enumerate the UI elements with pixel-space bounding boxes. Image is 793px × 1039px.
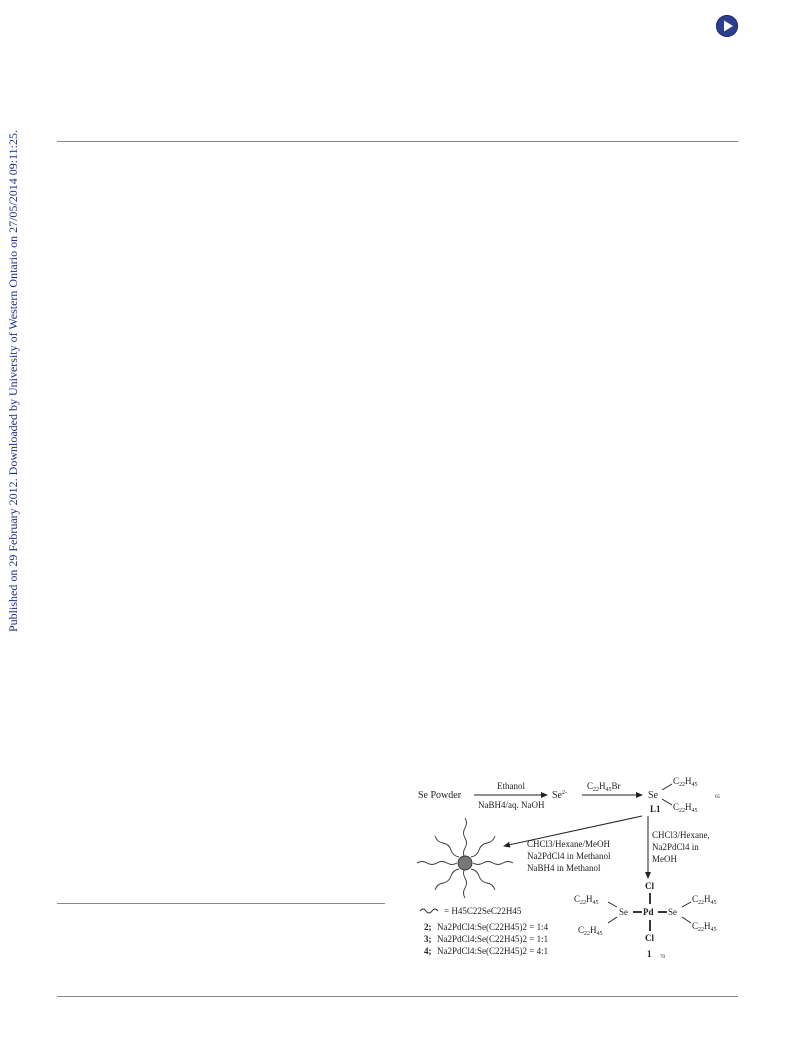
step1-reagent-bottom: NaBH4/aq. NaOH (478, 800, 545, 810)
left-reagent-1: CHCl3/Hexane/MeOH (527, 839, 610, 849)
ligand-alkyl-top: $C_{22}H_{45}$ (673, 776, 698, 788)
left-reagent-3: NaBH4 in Methanol (527, 863, 601, 873)
down-reagent-2: Na2PdCl4 in (652, 842, 699, 852)
legend-key: = H45C22SeC22H45 (444, 906, 522, 916)
wavy-chain-icon (420, 909, 438, 913)
complex-se-left: Se (619, 907, 628, 917)
ratio-4: Na2PdCl4:Se(C22H45)2 = 4:1 (437, 946, 549, 956)
header-rule (57, 141, 738, 142)
complex-alkyl-1: $C_{22}H_{45}$ (574, 894, 599, 906)
nanoparticle-graphic (417, 818, 513, 898)
down-reagent-1: CHCl3/Hexane, (652, 830, 710, 840)
ligand-label: L1 (650, 804, 661, 814)
down-reagent-3: MeOH (652, 854, 677, 864)
complex-alkyl-2: $C_{22}H_{45}$ (578, 925, 603, 937)
complex-ref: 70 (660, 955, 665, 960)
step2-reagent: $C_{22}H_{45}Br$ (587, 781, 621, 793)
complex-se-right: Se (668, 907, 677, 917)
footer-rule (57, 996, 738, 997)
left-reagent-2: Na2PdCl4 in Methanol (527, 851, 611, 861)
ratio-label-3: 3; (424, 934, 432, 944)
selenide-ion: $Se^{2-}$ (552, 790, 567, 801)
ratio-label-2: 2; (424, 922, 432, 932)
ligand-alkyl-bottom: $C_{22}H_{45}$ (673, 802, 698, 814)
ratio-3: Na2PdCl4:Se(C22H45)2 = 1:1 (437, 934, 549, 944)
complex-cl-bottom: Cl (645, 933, 654, 943)
ligand-se: Se (648, 790, 658, 801)
complex-metal: Pd (643, 907, 654, 917)
ratio-label-4: 4; (424, 946, 432, 956)
complex-cl-top: Cl (645, 881, 654, 891)
reaction-scheme (410, 768, 740, 968)
step1-reagent-top: Ethanol (497, 781, 525, 791)
ratio-2: Na2PdCl4:Se(C22H45)2 = 1:4 (437, 922, 549, 932)
publication-note: Published on 29 February 2012. Downloaded by University of Western Ontario on 27/05/2014 09:11:25. (6, 130, 20, 632)
footnote-rule (57, 903, 385, 904)
next-page-button[interactable] (716, 15, 738, 37)
complex-label: 1 (647, 949, 652, 959)
start-material: Se Powder (418, 790, 462, 801)
complex-alkyl-3: $C_{22}H_{45}$ (692, 894, 717, 906)
play-arrow-icon (716, 15, 738, 37)
ligand-ref: 65 (715, 795, 720, 800)
complex-alkyl-4: $C_{22}H_{45}$ (692, 921, 717, 933)
